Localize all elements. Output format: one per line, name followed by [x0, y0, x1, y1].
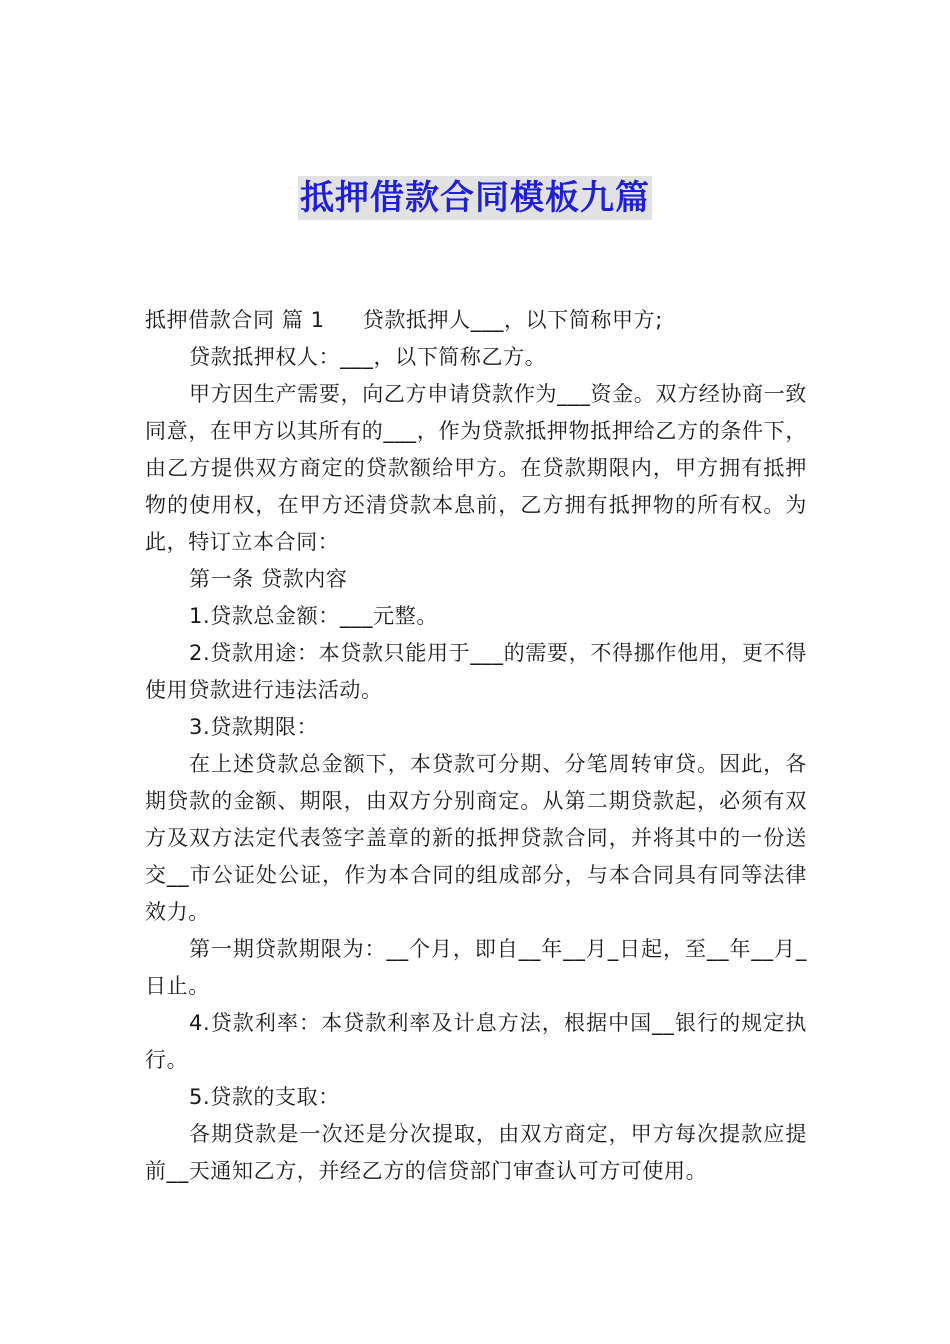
clause-loan-term-body: 在上述贷款总金额下，本贷款可分期、分笔周转审贷。因此，各期贷款的金额、期限，由双方分别商定。从第二期贷款起，必须有双方及双方法定代表签字盖章的新的抵押贷款合同，并将其中的一份送交__市公证处公证，作为本合同的组成部分，与本合同具有同等法律效力。: [145, 752, 807, 924]
title-container: [0, 176, 950, 220]
clause-total-amount: 1.贷款总金额：___元整。: [189, 604, 438, 628]
clause-withdrawal-body: 各期贷款是一次还是分次提取，由双方商定，甲方每次提款应提前__天通知乙方，并经乙方的信贷部门审查认可方可使用。: [145, 1122, 807, 1183]
paragraph-lender: 贷款抵押权人：___，以下简称乙方。: [189, 345, 547, 369]
document-title: 抵押借款合同模板九篇: [300, 178, 650, 218]
clause-loan-term-heading: 3.贷款期限：: [189, 715, 319, 739]
clause-loan-purpose: 2.贷款用途：本贷款只能用于___的需要，不得挪作他用，更不得使用贷款进行违法活动。: [145, 641, 807, 702]
article-one-heading: 第一条 贷款内容: [189, 567, 348, 591]
contract-heading: 抵押借款合同 篇 1: [145, 308, 325, 332]
document-body: [145, 302, 807, 1190]
borrower-line: 贷款抵押人___，以下简称甲方;: [362, 308, 663, 332]
paragraph-intro: 甲方因生产需要，向乙方申请贷款作为___资金。双方经协商一致同意，在甲方以其所有的___，作为贷款抵押物抵押给乙方的条件下，由乙方提供双方商定的贷款额给甲方。在贷款期限内，甲方拥有抵押物的使用权，在甲方还清贷款本息前，乙方拥有抵押物的所有权。为此，特订立本合同：: [145, 382, 807, 554]
contract-first-line: [145, 302, 807, 339]
clause-withdrawal-heading: 5.贷款的支取：: [189, 1085, 340, 1109]
clause-interest-rate: 4.贷款利率：本贷款利率及计息方法，根据中国__银行的规定执行。: [145, 1011, 807, 1072]
clause-first-term: 第一期贷款期限为：__个月，即自__年__月_日起，至__年__月_日止。: [145, 937, 807, 998]
